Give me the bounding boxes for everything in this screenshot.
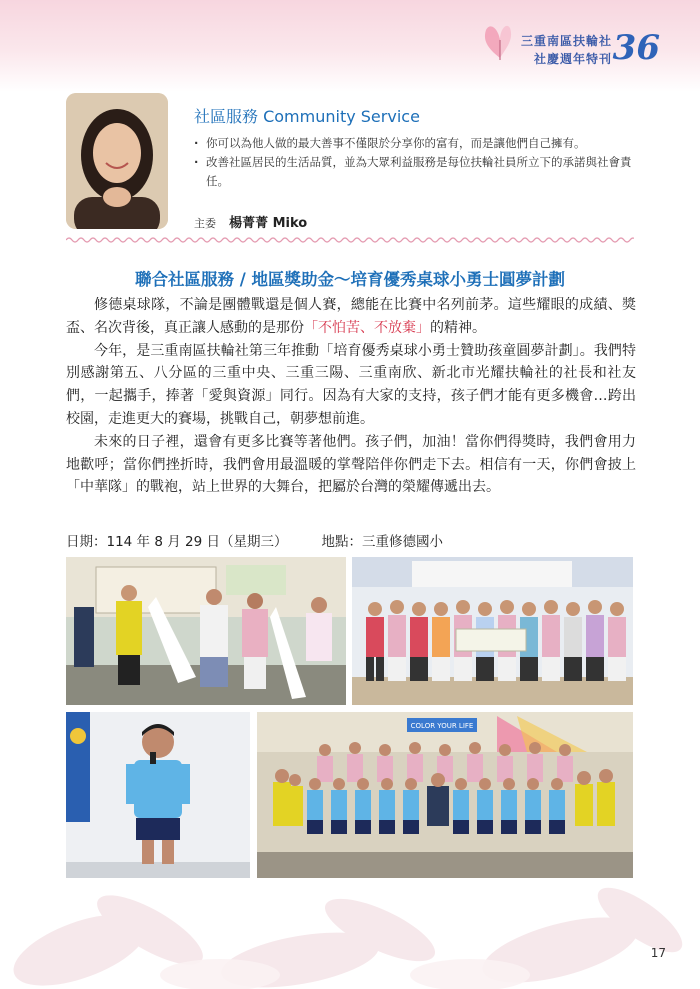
header-publication-name: 社慶週年特刊 (533, 52, 612, 66)
photo-flag-ceremony (66, 557, 346, 705)
photo-group-donation (352, 557, 633, 705)
event-info (66, 530, 443, 550)
banner-text: COLOR YOUR LIFE (410, 722, 474, 730)
committee-chair-portrait (66, 93, 168, 229)
butterfly-icon (480, 20, 520, 62)
photo-team-group (257, 712, 633, 878)
anniversary-number: 36 (612, 28, 660, 68)
wavy-divider (66, 236, 634, 244)
page-number: 17 (650, 946, 666, 960)
paragraph-text: 的精神。 (430, 319, 486, 336)
author-name: 楊菁菁 Miko (229, 216, 308, 231)
section-heading: 社區服務 Community Service (194, 107, 420, 126)
author-credit (194, 212, 307, 231)
lily-decoration (0, 880, 700, 989)
article-paragraph: 今年，是三重南區扶輪社第三年推動「培育優秀桌球小勇士贊助孩童圓夢計劃」。我們特別感謝第五、八分區的三重中央、三重三陽、三重南欣、新北市光耀扶輪社的社長和社友們，一起攜手，捧著「愛與資源」同行。因為有大家的支持，孩子們才能有更多機會…跨出校園，走進更大的賽場，挑戰自己，朝夢想前進。 (66, 342, 636, 427)
author-role: 主委 (194, 217, 216, 230)
motto-item: · 改善社區居民的生活品質，並為大眾利益服務是每位扶輪社員所立下的承諾與社會責任。 (194, 153, 634, 191)
article-title: 聯合社區服務 / 地區獎助金～培育優秀桌球小勇士圓夢計劃 (134, 270, 565, 289)
motto-item: · 你可以為他人做的最大善事不僅限於分享你的富有，而是讓他們自己擁有。 (194, 134, 634, 153)
header-club-name: 三重南區扶輪社 (520, 34, 612, 48)
article-paragraph: 未來的日子裡，還會有更多比賽等著他們。孩子們，加油！當你們得獎時，我們會用力地歡呼；當你們挫折時，我們會用最溫暖的掌聲陪伴你們走下去。相信有一天，你們會披上「中華隊」的戰袍，站上世界的大舞台，把屬於台灣的榮耀傳遞出去。 (66, 433, 636, 496)
highlight-phrase: 「不怕苦、不放棄」 (304, 319, 430, 336)
article-paragraph (66, 294, 636, 340)
paragraph-text: 修德桌球隊，不論是團體戰還是個人賽，總能在比賽中名列前茅。這些耀眼的成績、獎盃、名次背後，真正讓人感動的是那份 (66, 297, 636, 336)
photo-student-speech (66, 712, 250, 878)
event-location: 地點：三重修德國小 (321, 534, 443, 550)
event-date: 日期：114 年 8 月 29 日（星期三） (66, 534, 288, 550)
motto-list (194, 134, 634, 191)
article-body (66, 294, 636, 499)
